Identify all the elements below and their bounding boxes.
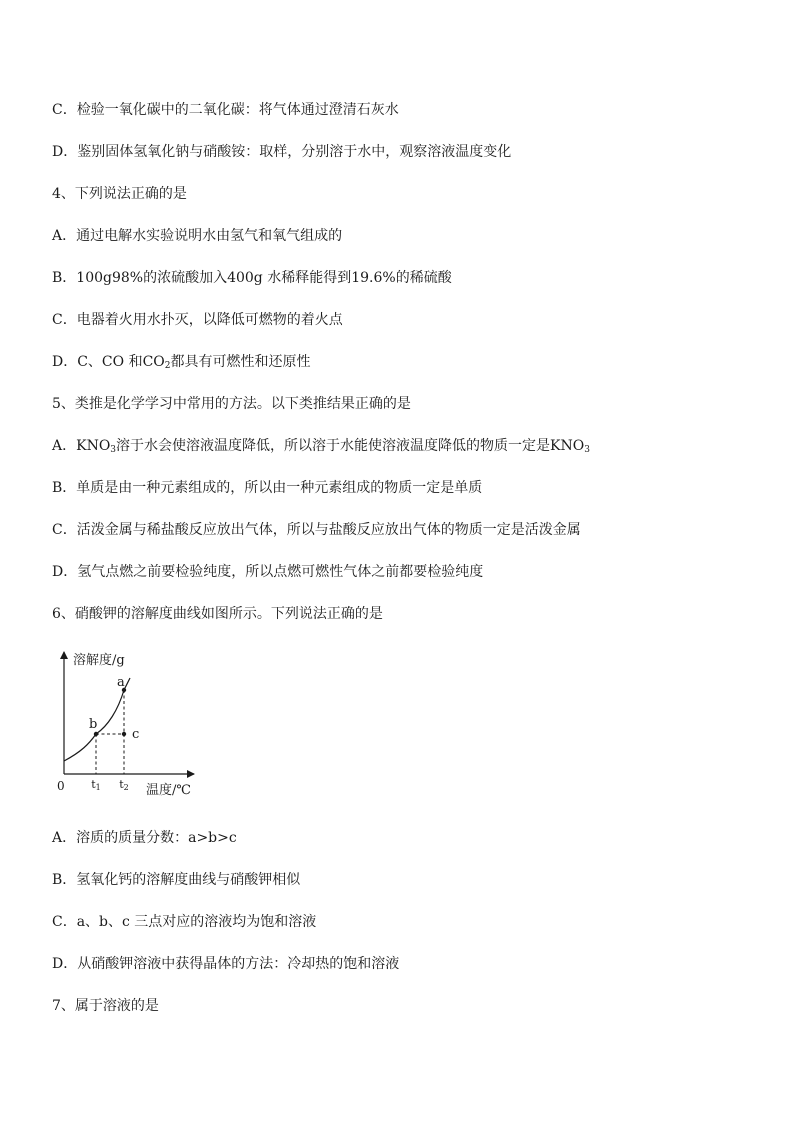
q4-option-a: A．通过电解水实验说明水由氢气和氧气组成的	[52, 228, 343, 244]
q4-option-b: B．100g98%的浓硫酸加入400g 水稀释能得到19.6%的稀硫酸	[52, 270, 452, 286]
q6-stem: 6、硝酸钾的溶解度曲线如图所示。下列说法正确的是	[52, 606, 383, 622]
point-c-dot	[122, 732, 126, 736]
q5-option-d: D．氢气点燃之前要检验纯度，所以点燃可燃性气体之前都要检验纯度	[52, 564, 484, 580]
t2-label: t2	[119, 778, 129, 792]
q6-option-a: A．溶质的质量分数：a>b>c	[52, 830, 237, 846]
point-a-label: a	[117, 675, 125, 690]
t1-label: t1	[91, 778, 101, 792]
y-axis-label: 溶解度/g	[73, 653, 125, 668]
q4-option-d: D．C、CO 和$CO_2$都具有可燃性和还原性	[52, 354, 311, 371]
q6-option-b: B．氢氧化钙的溶解度曲线与硝酸钾相似	[52, 872, 301, 888]
q5-option-b: B．单质是由一种元素组成的，所以由一种元素组成的物质一定是单质	[52, 480, 483, 496]
point-b-label: b	[89, 717, 98, 732]
solubility-curve-figure	[56, 648, 206, 800]
q4-option-c: C．电器着火用水扑灭，以降低可燃物的着火点	[52, 312, 343, 328]
point-c-label: c	[132, 727, 140, 742]
q3-option-d: D．鉴别固体氢氧化钠与硝酸铵：取样，分别溶于水中，观察溶液温度变化	[52, 144, 512, 160]
q6-option-d: D．从硝酸钾溶液中获得晶体的方法：冷却热的饱和溶液	[52, 956, 400, 972]
q7-stem: 7、属于溶液的是	[52, 998, 159, 1014]
origin-label: 0	[57, 779, 65, 793]
q3-option-c: C．检验一氧化碳中的二氧化碳：将气体通过澄清石灰水	[52, 102, 399, 118]
x-axis-label: 温度/℃	[146, 783, 191, 798]
point-b-dot	[94, 732, 98, 736]
q5-option-a: A．$KNO_3$溶于水会使溶液温度降低，所以溶于水能使溶液温度降低的物质一定是$KNO_3$	[52, 438, 590, 455]
q6-option-c: C．a、b、c 三点对应的溶液均为饱和溶液	[52, 914, 317, 930]
q5-stem: 5、类推是化学学习中常用的方法。以下类推结果正确的是	[52, 396, 411, 412]
q4-stem: 4、下列说法正确的是	[52, 186, 187, 202]
q5-option-c: C．活泼金属与稀盐酸反应放出气体，所以与盐酸反应放出气体的物质一定是活泼金属	[52, 522, 581, 538]
